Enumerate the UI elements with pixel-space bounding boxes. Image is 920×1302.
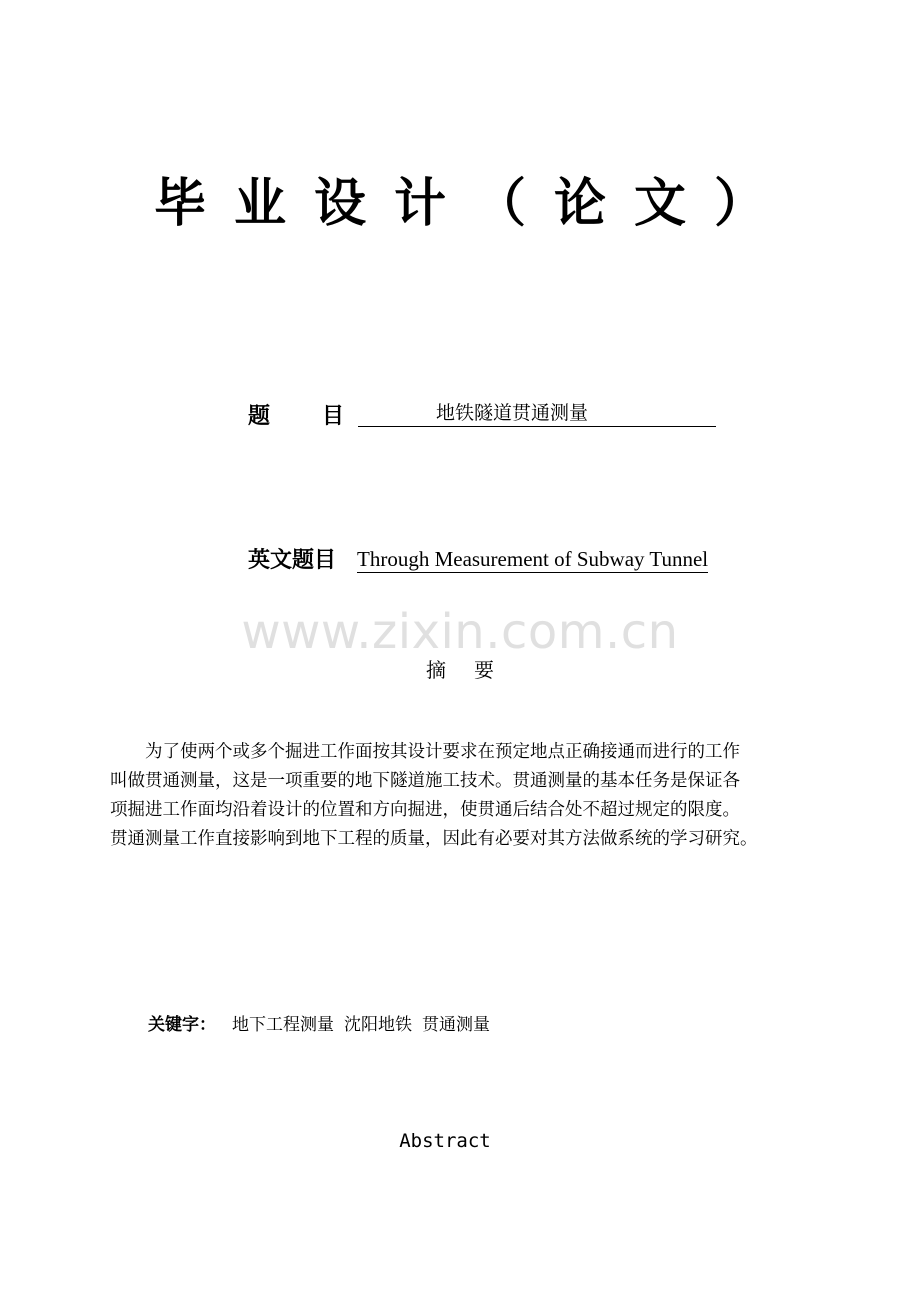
abstract-heading-char: 要 bbox=[474, 658, 494, 682]
english-title-label: 英文题目 bbox=[248, 548, 337, 573]
keyword: 地下工程测量 bbox=[232, 1015, 334, 1035]
abstract-body bbox=[110, 738, 790, 854]
keywords-row bbox=[148, 1012, 500, 1038]
title-char: 业 bbox=[233, 174, 286, 234]
title-char: 毕 bbox=[153, 174, 206, 234]
title-char: 计 bbox=[393, 174, 446, 234]
abstract-heading-char: 摘 bbox=[426, 658, 446, 682]
title-char: 论 bbox=[554, 174, 607, 234]
abstract-line: 项掘进工作面均沿着设计的位置和方向掘进，使贯通后结合处不超过规定的限度。 bbox=[110, 800, 740, 820]
keywords-label: 关键字： bbox=[148, 1015, 216, 1035]
abstract-line: 叫做贯通测量，这是一项重要的地下隧道施工技术。贯通测量的基本任务是保证各 bbox=[110, 771, 740, 791]
abstract-heading bbox=[0, 654, 920, 683]
english-title-value: Through Measurement of Subway Tunnel bbox=[357, 547, 709, 571]
title-char: ） bbox=[714, 174, 767, 234]
keyword: 贯通测量 bbox=[422, 1015, 490, 1035]
title-char: （ bbox=[474, 174, 527, 234]
abstract-line: 贯通测量工作直接影响到地下工程的质量，因此有必要对其方法做系统的学习研究。 bbox=[110, 829, 758, 849]
topic-value: 地铁隧道贯通测量 bbox=[436, 402, 589, 424]
watermark: www.zixin.com.cn bbox=[241, 604, 679, 660]
topic-label bbox=[248, 399, 344, 430]
topic-label-char: 目 bbox=[322, 404, 345, 429]
abstract-en-heading: Abstract bbox=[399, 1130, 491, 1152]
topic-value-field bbox=[358, 400, 716, 427]
keyword: 沈阳地铁 bbox=[344, 1015, 412, 1035]
title-char: 设 bbox=[313, 174, 366, 234]
topic-label-char: 题 bbox=[248, 404, 271, 429]
abstract-line: 为了使两个或多个掘进工作面按其设计要求在预定地点正确接通而进行的工作 bbox=[145, 742, 740, 762]
title-char: 文 bbox=[634, 174, 687, 234]
document-title bbox=[0, 172, 920, 236]
